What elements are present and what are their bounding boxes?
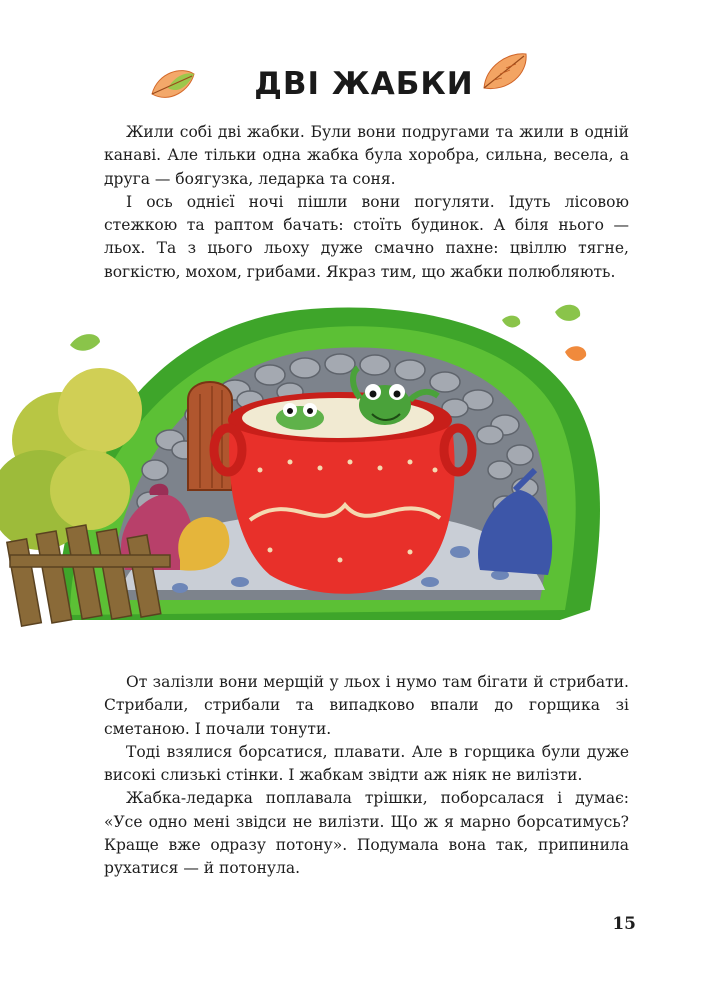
story-title: ДВІ ЖАБКИ: [254, 66, 474, 102]
story-text-top: [104, 121, 629, 284]
paragraph: Тоді взялися борсатися, плавати. Але в горщика були дуже високі слизькі стінки. І жабкам звідти аж ніяк не вилізти.: [104, 742, 629, 785]
story-text-bottom: [104, 671, 629, 881]
paragraph: Жили собі дві жабки. Були вони подругами та жили в одній канаві. Але тільки одна жабка була хоробра, сильна, весела, а друга — боягузка, ледарка та соня.: [104, 123, 629, 188]
paragraph: Жабка-ледарка поплавала трішки, поборсалася і думає: «Усе одно мені звідси не вилізти. Що ж я марно борсатимусь? Краще вже одразу потону». Подумала вона так, припинила рухатися — й потонула.: [104, 789, 629, 878]
paragraph: І ось однієї ночі пішли вони погуляти. Ідуть лісовою стежкою та раптом бачать: стоїть будинок. А біля нього — льох. Та з цього льоху дуже смачно пахне: цвіллю тягне, вогкістю, мохом, грибами. Якраз тим, що жабки полюбляють.: [104, 192, 629, 281]
page-number: 15: [612, 914, 636, 934]
cellar-pot-illustration: [0, 290, 728, 650]
paragraph: От залізли вони мерщій у льох і нумо там бігати й стрибати. Стрибали, стрибали та випадково впали до горщика зі сметаною. І почали тонути.: [104, 673, 629, 738]
